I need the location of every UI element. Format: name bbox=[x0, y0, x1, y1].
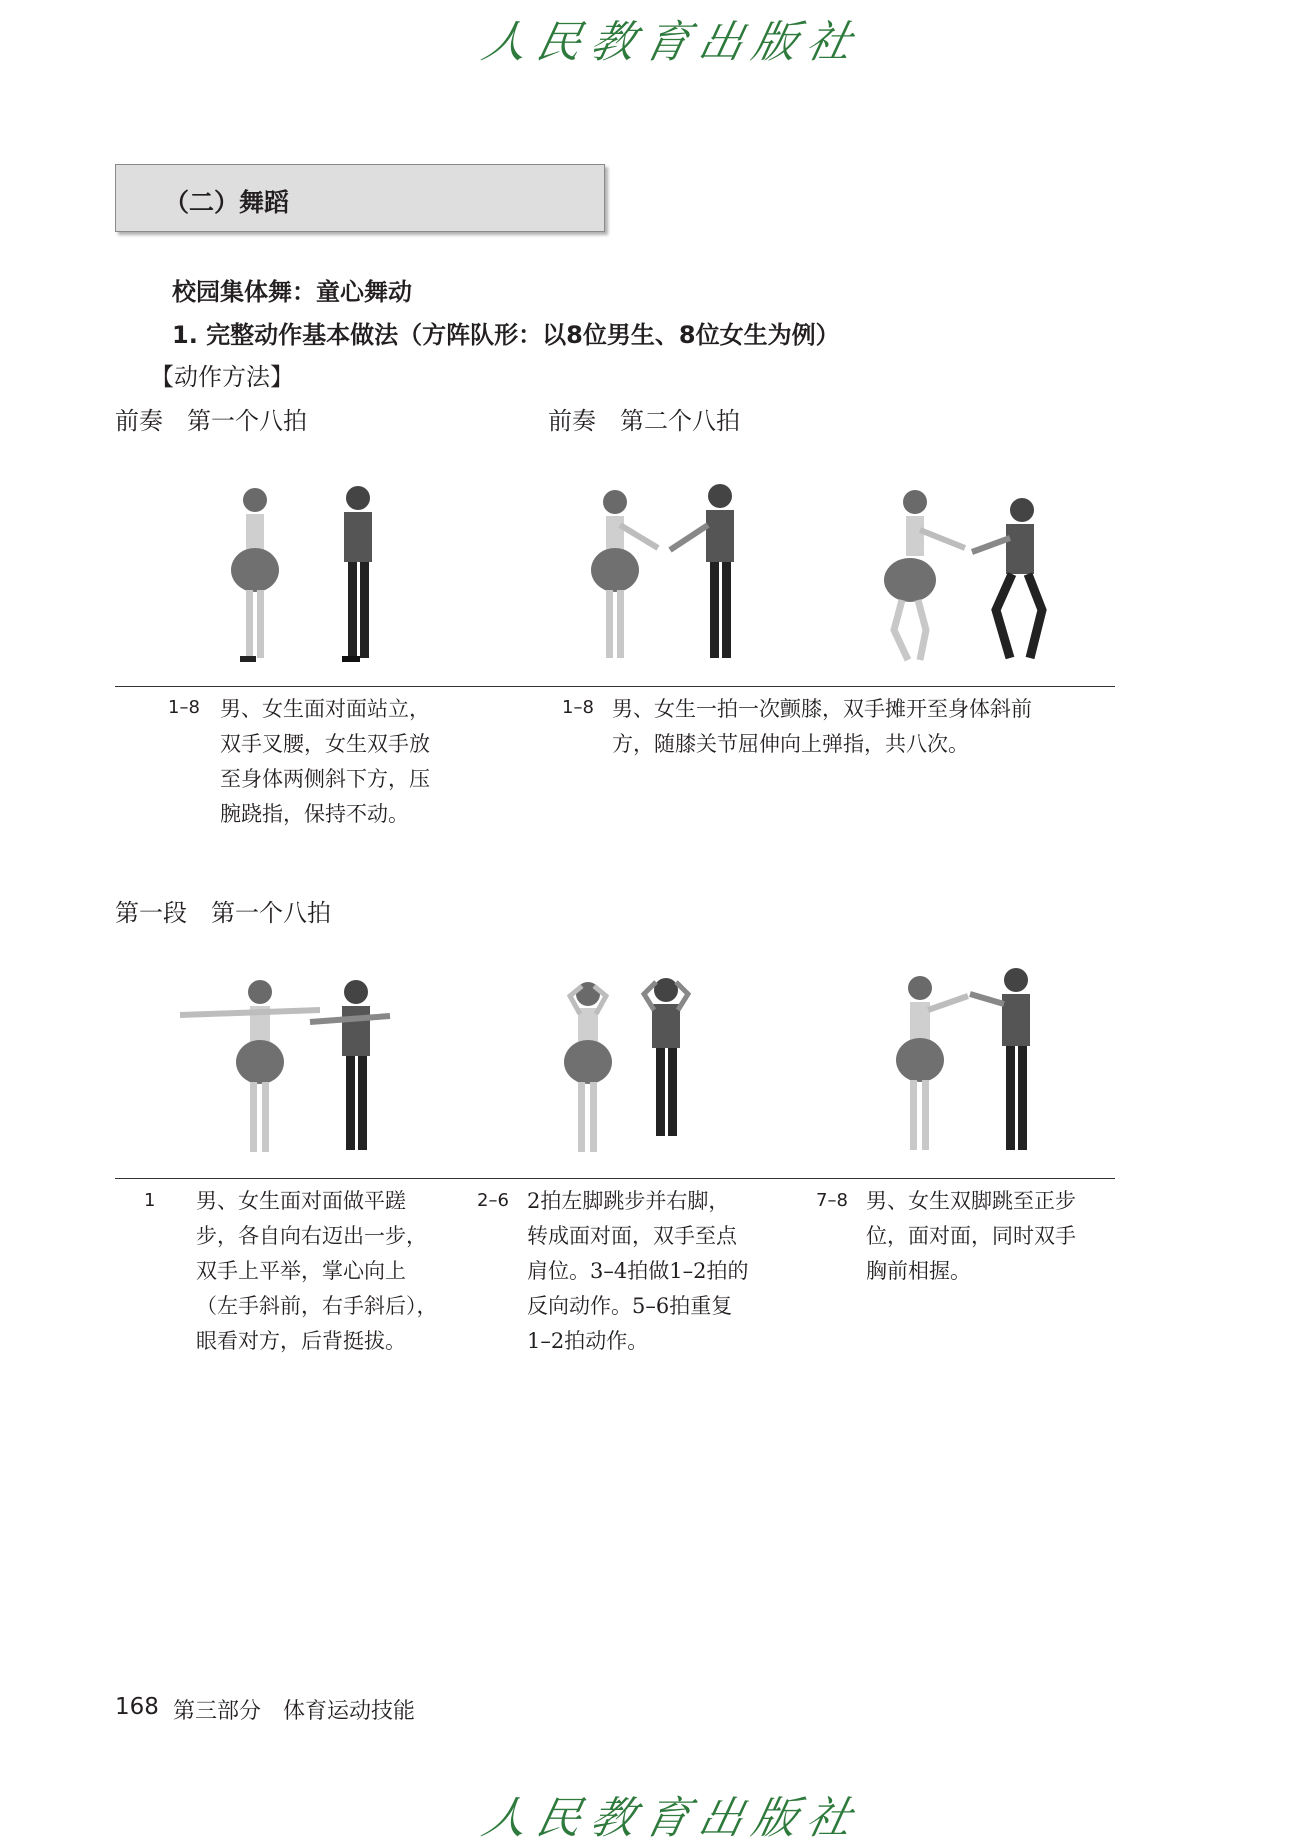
section-title: （二）舞蹈 bbox=[164, 188, 290, 217]
text-line: 眼看对方，后背挺拔。 bbox=[196, 1329, 406, 1353]
segment1-heading: 第一段 第一个八拍 bbox=[115, 899, 331, 927]
segment1-photo-3 bbox=[880, 960, 1050, 1170]
text-line: 腕跷指，保持不动。 bbox=[220, 802, 409, 826]
method-label: 【动作方法】 bbox=[150, 363, 294, 391]
girl-figure bbox=[231, 488, 279, 662]
segment1-beat-3: 7–8 bbox=[816, 1190, 848, 1211]
segment1-divider bbox=[115, 1178, 1115, 1179]
text-line: 男、女生一拍一次颤膝，双手摊开至身体斜前 bbox=[612, 697, 1032, 721]
publisher-logo: 人民教育出版社 bbox=[477, 17, 867, 68]
prelude-left-beat: 1–8 bbox=[168, 697, 200, 718]
text-line: 至身体两侧斜下方，压 bbox=[220, 767, 430, 791]
boy-figure bbox=[644, 978, 688, 1136]
prelude-divider bbox=[115, 686, 1115, 687]
prelude2-photo-a bbox=[580, 470, 750, 680]
boy-figure bbox=[342, 486, 372, 662]
segment1-beat-1: 1 bbox=[144, 1190, 156, 1211]
publisher-logo-bottom: 人民教育出版社 bbox=[477, 1793, 867, 1844]
girl-figure bbox=[180, 980, 320, 1152]
text-line: 肩位。3–4拍做1–2拍的 bbox=[527, 1259, 749, 1283]
dance-title: 校园集体舞：童心舞动 bbox=[172, 278, 412, 306]
boy-figure bbox=[970, 968, 1030, 1150]
text-line: 男、女生面对面做平蹉 bbox=[196, 1189, 406, 1213]
text-line: 双手上平举，掌心向上 bbox=[196, 1259, 406, 1283]
text-line: 方，随膝关节屈伸向上弹指，共八次。 bbox=[612, 732, 969, 756]
text-line: 胸前相握。 bbox=[866, 1259, 971, 1283]
text-line: 男、女生双脚跳至正步 bbox=[866, 1189, 1076, 1213]
segment1-text-1 bbox=[196, 1184, 438, 1359]
prelude-right-heading: 前奏 第二个八拍 bbox=[548, 407, 740, 435]
girl-figure bbox=[896, 976, 968, 1150]
segment1-photo-2 bbox=[548, 970, 698, 1170]
text-line: 2拍左脚跳步并右脚， bbox=[527, 1189, 730, 1213]
segment1-text-2 bbox=[527, 1184, 748, 1359]
girl-figure bbox=[564, 982, 612, 1152]
subheading: 1. 完整动作基本做法（方阵队形：以8位男生、8位女生为例） bbox=[172, 321, 840, 349]
prelude2-photo-b bbox=[870, 470, 1070, 680]
text-line: 男、女生面对面站立， bbox=[220, 697, 430, 721]
text-line: 位，面对面，同时双手 bbox=[866, 1224, 1076, 1248]
text-line: （左手斜前，右手斜后）， bbox=[196, 1294, 438, 1318]
girl-figure bbox=[591, 490, 658, 658]
boy-figure bbox=[670, 484, 734, 658]
prelude-left-heading: 前奏 第一个八拍 bbox=[115, 407, 307, 435]
text-line: 转成面对面，双手至点 bbox=[527, 1224, 737, 1248]
text-line: 反向动作。5–6拍重复 bbox=[527, 1294, 733, 1318]
segment1-beat-2: 2–6 bbox=[477, 1190, 509, 1211]
page-number: 168 bbox=[115, 1694, 159, 1720]
boy-figure bbox=[972, 498, 1042, 658]
prelude1-photo bbox=[210, 470, 400, 680]
prelude-left-text bbox=[220, 692, 430, 832]
prelude-right-beat: 1–8 bbox=[562, 697, 594, 718]
prelude-right-text bbox=[612, 692, 1032, 762]
text-line: 步，各自向右迈出一步， bbox=[196, 1224, 427, 1248]
segment1-text-3 bbox=[866, 1184, 1076, 1289]
segment1-photo-1 bbox=[180, 970, 410, 1170]
text-line: 双手叉腰，女生双手放 bbox=[220, 732, 430, 756]
boy-figure bbox=[310, 980, 390, 1150]
text-line: 1–2拍动作。 bbox=[527, 1329, 649, 1353]
section-title-box bbox=[115, 164, 605, 232]
part-title: 第三部分 体育运动技能 bbox=[173, 1699, 416, 1724]
girl-figure bbox=[884, 490, 965, 660]
